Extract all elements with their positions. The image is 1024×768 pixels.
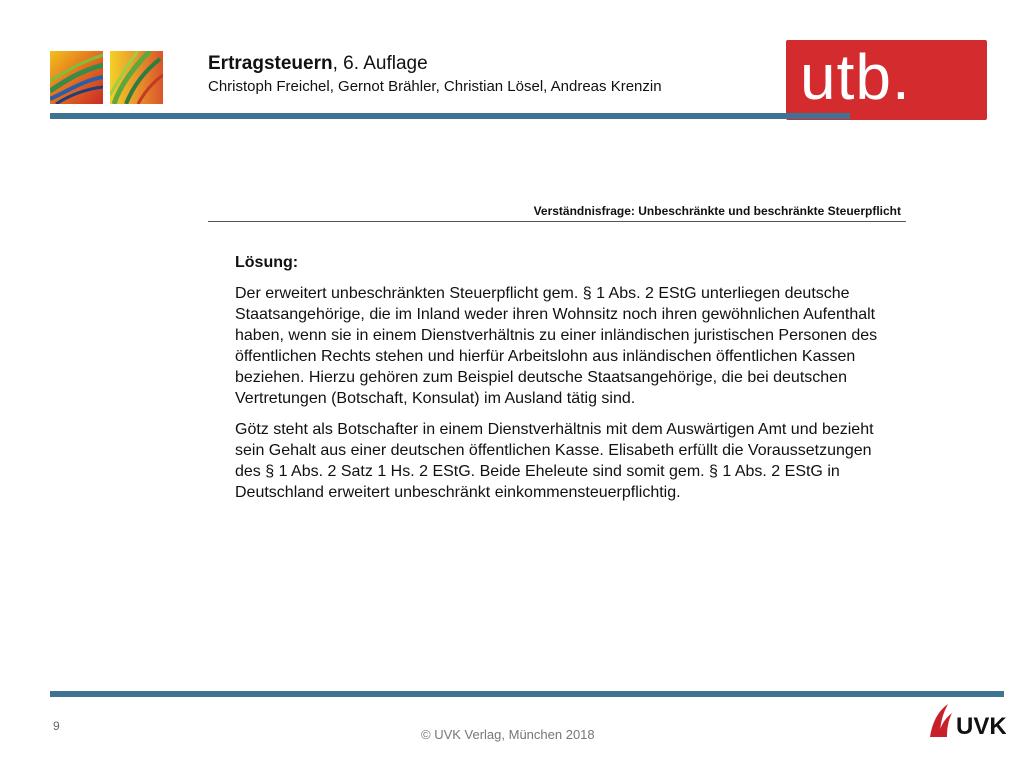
copyright-text: © UVK Verlag, München 2018 — [421, 727, 595, 742]
solution-paragraph: Götz steht als Botschafter in einem Dienstverhältnis mit dem Auswärtigen Amt und bezieht sein Gehalt aus einer deutschen öffentlichen Kasse. Elisabeth erfüllt die Voraussetzungen des § 1 Abs. 2 Satz 1 Hs. 2 EStG. Beide Eheleute sind somit gem. § 1 Abs. 2 EStG in Deutschland erweitert unbeschränkt einkommensteuerpflichtig. — [235, 421, 874, 501]
utb-logo — [786, 40, 987, 120]
solution-heading: Lösung: — [235, 254, 299, 271]
book-title-edition: , 6. Auflage — [332, 53, 428, 74]
cover-art-left — [50, 51, 103, 104]
section-title: Verständnisfrage: Unbeschränkte und beschränkte Steuerpflicht — [533, 204, 901, 218]
header-divider — [50, 113, 850, 119]
book-title-main: Ertragsteuern — [208, 53, 333, 74]
uvk-logo-text: UVK — [956, 713, 1006, 740]
page-number: 9 — [53, 719, 60, 733]
solution-block — [235, 252, 885, 513]
book-authors: Christoph Freichel, Gernot Brähler, Christian Lösel, Andreas Krenzin — [208, 78, 662, 95]
uvk-logo-graphic — [926, 701, 1006, 741]
uvk-logo — [926, 701, 1006, 741]
cover-art-left-graphic — [50, 51, 103, 104]
solution-paragraph: Der erweitert unbeschränkten Steuerpflicht gem. § 1 Abs. 2 EStG unterliegen deutsche Staatsangehörige, die im Inland weder ihren Wohnsitz noch ihren gewöhnlichen Aufenthalt haben, wenn sie in einem Dienstverhältnis zu einer inländischen juristischen Personen des öffentlichen Rechts stehen und hierfür Arbeitslohn aus inländischen öffentlichen Kassen beziehen. Hierzu gehören zum Beispiel deutsche Staatsangehörige, die bei deutschen Vertretungen (Botschaft, Konsulat) im Ausland tätig sind. — [235, 285, 878, 407]
cover-art-right — [110, 51, 163, 104]
cover-art-right-graphic — [110, 51, 163, 104]
footer-divider — [50, 691, 1004, 697]
section-divider — [208, 221, 906, 222]
utb-logo-text: utb. — [800, 41, 911, 113]
book-title — [208, 52, 428, 75]
